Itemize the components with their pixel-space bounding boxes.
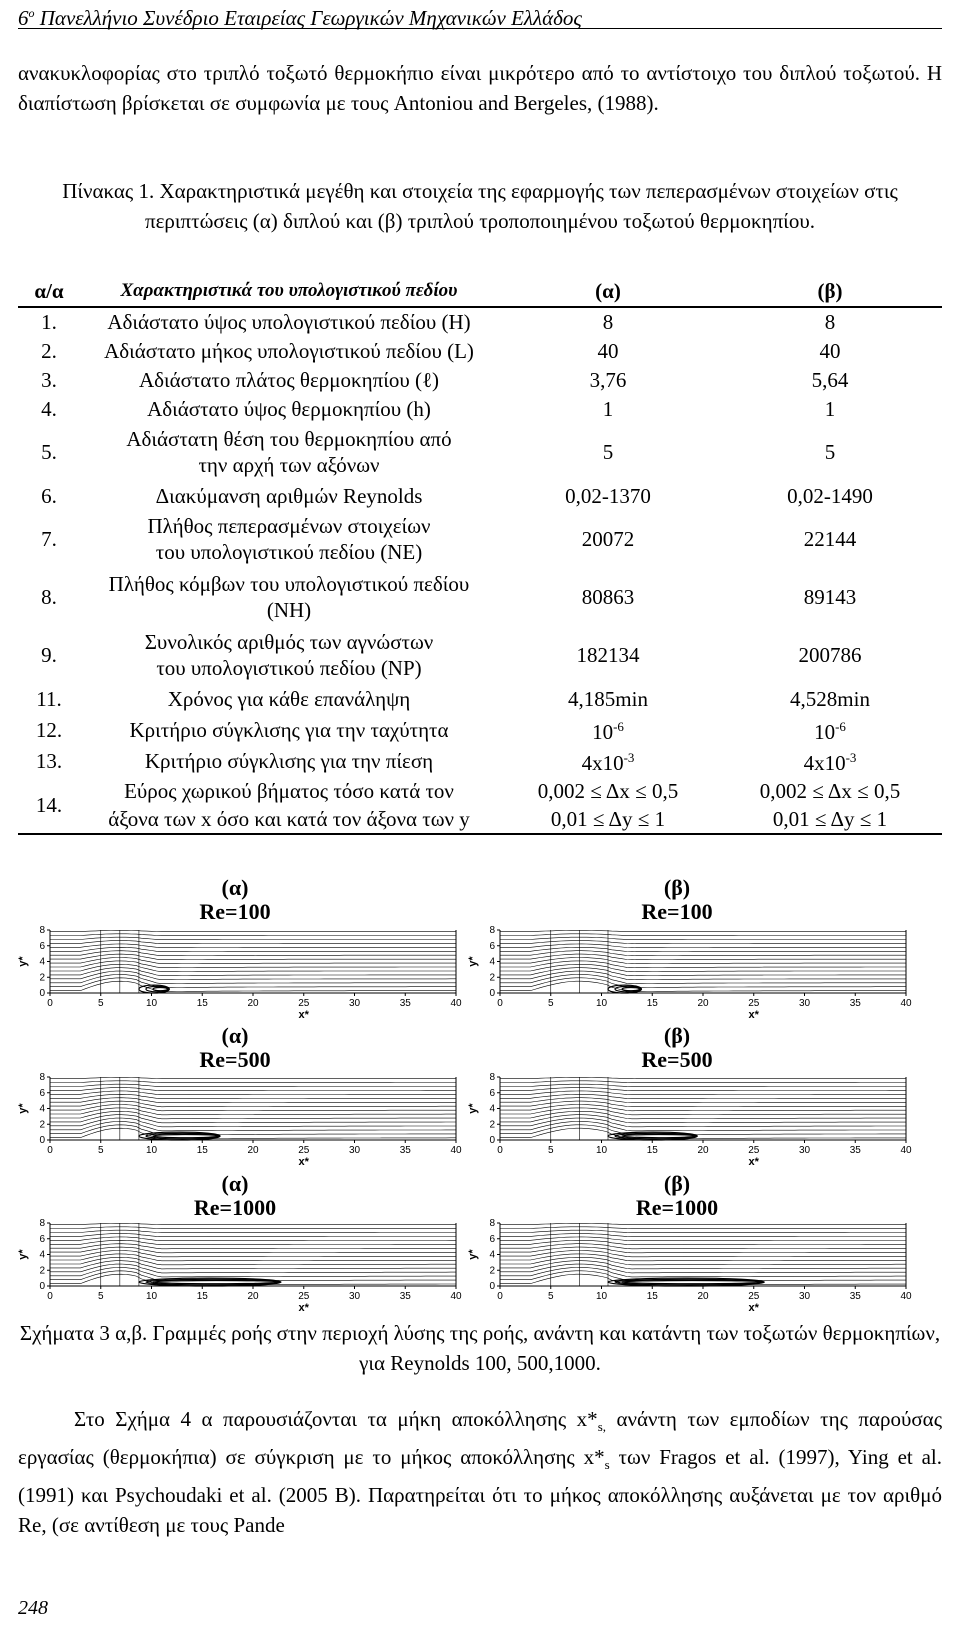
cell-b-base: 4x10 — [803, 751, 846, 775]
cell-a: 40 — [597, 338, 619, 363]
streamline — [50, 934, 456, 936]
x-tick-label: 40 — [450, 1145, 462, 1156]
cell-a — [498, 745, 718, 776]
panel-re: Re=1000 — [635, 1195, 719, 1220]
cell-a-exponent: -6 — [613, 719, 624, 734]
x-tick-label: 0 — [47, 998, 53, 1009]
cell-index: 2. — [41, 338, 57, 363]
paragraph-1: ανακυκλοφορίας στο τριπλό τοξωτό θερμοκήπιο είναι μικρότερο από το αντίστοιχο του διπλού τοξωτού. Η διαπίστωση βρίσκεται σε συμφωνία με τους Antoniou and Bergeles, (1988). — [18, 61, 942, 115]
panel-label: (β) — [663, 875, 691, 900]
recirculation-eddy — [622, 1134, 695, 1137]
cell-index: 14. — [18, 776, 80, 834]
panel-title-b-re100 — [597, 876, 757, 924]
streamline — [50, 1234, 456, 1237]
x-tick-label: 10 — [595, 1145, 608, 1156]
x-tick-label: 15 — [646, 1291, 658, 1302]
cell-b: 8 — [824, 310, 836, 334]
x-tick-label: 15 — [646, 1145, 658, 1156]
y-tick-label: 2 — [489, 1119, 495, 1131]
cell-description: Αδιάστατο μήκος υπολογιστικού πεδίου (L) — [104, 338, 474, 363]
cell-a — [498, 776, 718, 834]
streamline — [50, 958, 456, 964]
cell-index: 6. — [41, 483, 57, 508]
y-axis-label: y* — [17, 956, 29, 967]
panel-title-b-re500 — [597, 1024, 757, 1072]
table-row — [18, 423, 942, 481]
streamline — [500, 941, 906, 944]
cell-a-exponent: -3 — [623, 750, 635, 765]
streamline — [500, 958, 906, 964]
panel-label: (β) — [663, 1023, 691, 1048]
para2-sub2: s — [604, 1457, 610, 1473]
y-tick-label: 2 — [489, 972, 495, 984]
cell-description: Πλήθος κόμβων του υπολογιστικού πεδίου (NH) — [108, 572, 470, 622]
x-tick-label: 35 — [399, 1291, 411, 1302]
streamline — [500, 961, 906, 968]
cell-index: 5. — [41, 440, 57, 464]
streamline — [500, 1084, 906, 1087]
recirculation-eddy — [153, 987, 167, 990]
cell-index: 13. — [35, 748, 63, 773]
cell-b: 1 — [824, 396, 836, 421]
cell-b: 89143 — [803, 585, 857, 609]
x-tick-label: 40 — [450, 998, 462, 1009]
cell-b: 5,64 — [811, 367, 849, 392]
streamline — [500, 1237, 906, 1241]
cell-description: Διακύμανση αριθμών Reynolds — [155, 483, 423, 508]
streamline — [50, 1077, 456, 1078]
streamline — [500, 1094, 906, 1098]
table-row — [18, 510, 942, 568]
x-tick-label: 30 — [348, 1145, 361, 1156]
y-axis-label: y* — [17, 1249, 29, 1260]
y-tick-label: 2 — [39, 1119, 45, 1131]
cell-b-exponent: -3 — [845, 750, 857, 765]
streamline — [500, 968, 906, 976]
x-tick-label: 35 — [849, 1145, 861, 1156]
y-axis-label: y* — [467, 1103, 479, 1114]
y-tick-label: 4 — [39, 1249, 45, 1261]
panel-title-a-re500 — [155, 1024, 315, 1072]
x-tick-label: 5 — [97, 998, 104, 1009]
cell-b-line2: 0,01 ≤ Δy ≤ 1 — [772, 806, 888, 831]
table-row — [18, 394, 942, 423]
streamline — [50, 1091, 456, 1095]
cell-index: 1. — [41, 310, 57, 334]
streamline — [50, 1254, 456, 1261]
cell-description: Αδιάστατο πλάτος θερμοκηπίου (ℓ) — [138, 367, 440, 392]
table-row — [18, 568, 942, 626]
x-tick-label: 25 — [748, 1145, 760, 1156]
y-tick-label: 4 — [489, 956, 495, 968]
streamline — [50, 937, 456, 940]
panel-re: Re=1000 — [193, 1195, 277, 1220]
streamline — [500, 1101, 906, 1107]
x-tick-label: 40 — [450, 1291, 462, 1302]
cell-a: 4,185min — [568, 687, 648, 711]
data-table — [18, 276, 942, 835]
cell-b-exponent: -6 — [835, 719, 846, 734]
panel-title-b-re1000 — [597, 1172, 757, 1220]
x-tick-label: 0 — [497, 1291, 503, 1302]
streamline — [50, 1101, 456, 1107]
x-tick-label: 10 — [145, 1291, 158, 1302]
cell-b-line1: 0,002 ≤ Δx ≤ 0,5 — [759, 778, 901, 803]
panel-title-a-re100 — [155, 876, 315, 924]
table-row — [18, 365, 942, 394]
cell-a: 3,76 — [589, 367, 627, 392]
x-axis-label: x* — [748, 1302, 759, 1314]
page-number: 248 — [18, 1597, 48, 1619]
x-tick-label: 0 — [497, 1145, 503, 1156]
x-tick-label: 20 — [247, 998, 259, 1009]
table-row — [18, 307, 942, 336]
panel-re: Re=500 — [641, 1047, 713, 1072]
para2-part3: των Fragos et al. (1997), Ying et al. (1991) και Psychoudaki et al. (2005 Β). Παρατηρείται ότι το μήκος αποκόλλησης αυξάνεται με τον αριθμό Re, (σε αντίθεση με τους Pande — [18, 1445, 943, 1538]
cell-a: 80863 — [581, 585, 635, 609]
cell-b — [718, 776, 942, 834]
table-row — [18, 684, 942, 714]
streamline — [50, 1084, 456, 1087]
cell-description: Κριτήριο σύγκλισης για την ταχύτητα — [129, 717, 449, 742]
y-tick-label: 2 — [39, 1265, 45, 1277]
y-tick-label: 0 — [39, 988, 45, 999]
y-tick-label: 0 — [39, 1281, 45, 1292]
streamline — [50, 1223, 456, 1224]
x-tick-label: 20 — [247, 1145, 259, 1156]
streamline — [500, 1091, 906, 1095]
cell-description: Χρόνος για κάθε επανάληψη — [167, 687, 411, 711]
cell-b — [718, 714, 942, 745]
cell-b: 40 — [819, 338, 841, 363]
y-tick-label: 2 — [39, 972, 45, 984]
recirculation-eddy — [153, 1134, 218, 1137]
cell-description: Κριτήριο σύγκλισης για την πίεση — [144, 748, 434, 773]
panel-label: (β) — [663, 1171, 691, 1196]
para2-sub1: s, — [597, 1419, 606, 1435]
y-tick-label: 0 — [39, 1135, 45, 1146]
y-tick-label: 8 — [39, 1218, 45, 1229]
panel-label: (α) — [221, 1023, 249, 1048]
x-tick-label: 15 — [196, 1291, 208, 1302]
y-axis-label: y* — [467, 956, 479, 967]
col-header-index: α/α — [18, 276, 80, 307]
streamline — [50, 1088, 456, 1091]
x-axis-label: x* — [748, 1156, 759, 1168]
streamline — [50, 1081, 456, 1083]
streamline — [50, 1227, 456, 1229]
streamline-plot-a-re500 — [16, 1072, 466, 1172]
x-tick-label: 20 — [697, 1291, 709, 1302]
streamline — [500, 964, 906, 971]
y-tick-label: 6 — [489, 1087, 495, 1099]
streamline-plot-b-re100 — [466, 925, 916, 1025]
cell-b — [718, 745, 942, 776]
panel-label: (α) — [221, 875, 249, 900]
table-row — [18, 481, 942, 510]
x-tick-label: 5 — [97, 1291, 104, 1302]
cell-a-line1: 0,002 ≤ Δx ≤ 0,5 — [537, 778, 679, 803]
y-axis-label: y* — [467, 1249, 479, 1260]
streamline — [500, 1088, 906, 1091]
cell-index: 4. — [41, 396, 57, 421]
x-tick-label: 20 — [697, 1145, 709, 1156]
streamline — [50, 1237, 456, 1241]
streamline — [500, 1111, 906, 1119]
cell-b: 4,528min — [790, 687, 870, 711]
y-tick-label: 2 — [489, 1265, 495, 1277]
streamline — [50, 1247, 456, 1253]
y-tick-label: 6 — [39, 940, 45, 952]
table-row — [18, 714, 942, 745]
y-tick-label: 6 — [39, 1087, 45, 1099]
cell-index: 8. — [41, 585, 57, 609]
streamline — [500, 1105, 906, 1111]
streamline — [50, 961, 456, 968]
y-tick-label: 0 — [489, 1135, 495, 1146]
x-tick-label: 5 — [547, 998, 554, 1009]
x-axis-label: x* — [298, 1302, 309, 1314]
cell-description: Πλήθος πεπερασμένων στοιχείων του υπολογιστικού πεδίου (NE) — [147, 514, 431, 564]
x-tick-label: 35 — [399, 998, 411, 1009]
header-sup: ο — [28, 6, 35, 20]
recirculation-eddy — [622, 987, 639, 990]
x-axis-label: x* — [298, 1156, 309, 1168]
y-tick-label: 6 — [489, 940, 495, 952]
streamline — [500, 930, 906, 931]
table-body — [18, 307, 942, 834]
streamline — [500, 1077, 906, 1078]
running-header — [18, 0, 942, 29]
y-tick-label: 4 — [39, 956, 45, 968]
cell-a: 8 — [602, 310, 614, 334]
streamline-plot-b-re1000 — [466, 1218, 916, 1318]
x-tick-label: 0 — [497, 998, 503, 1009]
header-text: Πανελλήνιο Συνέδριο Εταιρείας Γεωργικών Μηχανικών Ελλάδος — [34, 6, 582, 30]
panel-re: Re=500 — [199, 1047, 271, 1072]
x-tick-label: 10 — [145, 1145, 158, 1156]
x-tick-label: 10 — [145, 998, 158, 1009]
col-header-b: (β) — [718, 276, 942, 307]
streamline — [500, 1251, 906, 1257]
panel-title-a-re1000 — [155, 1172, 315, 1220]
x-tick-label: 30 — [798, 1145, 811, 1156]
cell-a: 182134 — [576, 643, 640, 667]
x-tick-label: 15 — [196, 998, 208, 1009]
y-axis-label: y* — [17, 1103, 29, 1114]
table-row — [18, 626, 942, 684]
cell-a: 5 — [602, 440, 614, 464]
cell-description: Συνολικός αριθμός των αγνώστων του υπολογιστικού πεδίου (NP) — [144, 630, 434, 680]
table-row — [18, 745, 942, 776]
cell-a — [498, 714, 718, 745]
y-tick-label: 8 — [39, 1072, 45, 1083]
x-tick-label: 35 — [849, 1291, 861, 1302]
para2-part2: ανάντη των εμποδίων της παρούσας εργασίας (θερμοκήπια) σε σύγκριση με το μήκος αποκόλλησης x* — [18, 1407, 943, 1470]
paragraph-2 — [18, 1404, 942, 1540]
table-row — [18, 776, 942, 834]
cell-index: 12. — [35, 717, 63, 742]
x-tick-label: 0 — [47, 1145, 53, 1156]
x-tick-label: 25 — [298, 998, 310, 1009]
recirculation-eddy — [622, 1280, 762, 1283]
cell-description-line1: Εύρος χωρικού βήματος τόσο κατά τον — [124, 778, 454, 803]
x-tick-label: 10 — [595, 998, 608, 1009]
panel-re: Re=100 — [641, 899, 713, 924]
y-tick-label: 0 — [489, 1281, 495, 1292]
streamline — [500, 947, 906, 951]
cell-description — [80, 776, 498, 834]
col-header-a: (α) — [498, 276, 718, 307]
x-tick-label: 35 — [849, 998, 861, 1009]
cell-b-base: 10 — [814, 720, 836, 744]
x-tick-label: 0 — [47, 1291, 53, 1302]
cell-a-line2: 0,01 ≤ Δy ≤ 1 — [550, 806, 666, 831]
x-tick-label: 30 — [348, 1291, 361, 1302]
x-tick-label: 40 — [900, 1291, 912, 1302]
recirculation-eddy — [153, 1280, 279, 1283]
streamline — [500, 1247, 906, 1253]
streamline — [500, 1230, 906, 1233]
x-tick-label: 30 — [798, 998, 811, 1009]
cell-description: Αδιάστατη θέση του θερμοκηπίου από την αρχή των αξόνων — [126, 427, 452, 477]
x-tick-label: 40 — [900, 998, 912, 1009]
x-tick-label: 15 — [196, 1145, 208, 1156]
streamline — [500, 934, 906, 936]
cell-b: 0,02-1490 — [787, 483, 873, 508]
streamline-plot-a-re1000 — [16, 1218, 466, 1318]
streamline — [500, 1227, 906, 1229]
streamline — [50, 941, 456, 944]
cell-index: 9. — [41, 643, 57, 667]
streamline — [500, 937, 906, 939]
para2-part1: Στο Σχήμα 4 α παρουσιάζονται τα μήκη αποκόλλησης x* — [74, 1407, 598, 1431]
x-tick-label: 25 — [748, 998, 760, 1009]
streamline — [50, 1105, 456, 1111]
streamline — [500, 1223, 906, 1224]
cell-a: 20072 — [581, 527, 635, 551]
y-tick-label: 8 — [39, 925, 45, 936]
y-tick-label: 8 — [489, 1218, 495, 1229]
x-tick-label: 25 — [298, 1145, 310, 1156]
cell-description-line2: άξονα των x όσο και κατά τον άξονα των y — [108, 806, 470, 831]
streamline-plot-b-re500 — [466, 1072, 916, 1172]
x-tick-label: 20 — [697, 998, 709, 1009]
streamline-plot-a-re100 — [16, 925, 466, 1025]
streamline — [50, 944, 456, 948]
streamline — [500, 1081, 906, 1083]
cell-b: 22144 — [803, 527, 857, 551]
y-tick-label: 6 — [489, 1233, 495, 1245]
cell-description: Αδιάστατο ύψος υπολογιστικού πεδίου (H) — [107, 310, 471, 334]
x-tick-label: 35 — [399, 1145, 411, 1156]
x-tick-label: 25 — [298, 1291, 310, 1302]
y-tick-label: 4 — [489, 1103, 495, 1115]
panel-label: (α) — [221, 1171, 249, 1196]
table-caption: Πίνακας 1. Χαρακτηριστικά μεγέθη και στοιχεία της εφαρμογής των πεπερασμένων στοιχείων στις περιπτώσεις (α) διπλού και (β) τριπλού τροποποιημένου τοξωτού θερμοκηπίου. — [62, 179, 898, 233]
y-tick-label: 4 — [39, 1103, 45, 1115]
streamline — [500, 1234, 906, 1237]
x-tick-label: 5 — [547, 1145, 554, 1156]
streamline — [50, 1251, 456, 1257]
x-axis-label: x* — [748, 1009, 759, 1021]
x-axis-label: x* — [298, 1009, 309, 1021]
x-tick-label: 30 — [348, 998, 361, 1009]
y-tick-label: 4 — [489, 1249, 495, 1261]
streamline — [500, 1108, 906, 1115]
cell-b: 5 — [824, 440, 836, 464]
streamline — [50, 1230, 456, 1233]
cell-a: 1 — [602, 396, 614, 421]
figure-caption: Σχήματα 3 α,β. Γραμμές ροής στην περιοχή λύσης της ροής, ανάντη και κατάντη των τοξωτών θερμοκηπίων, για Reynolds 100, 500,1000. — [19, 1321, 941, 1375]
col-header-description: Χαρακτηριστικά του υπολογιστικού πεδίου — [80, 276, 498, 307]
y-tick-label: 8 — [489, 925, 495, 936]
x-tick-label: 20 — [247, 1291, 259, 1302]
x-tick-label: 15 — [646, 998, 658, 1009]
cell-index: 7. — [41, 527, 57, 551]
x-tick-label: 25 — [748, 1291, 760, 1302]
x-tick-label: 10 — [595, 1291, 608, 1302]
streamline — [50, 1108, 456, 1115]
x-tick-label: 5 — [547, 1291, 554, 1302]
y-tick-label: 0 — [489, 988, 495, 999]
streamline — [500, 1257, 906, 1265]
cell-a-base: 10 — [592, 720, 614, 744]
panel-re: Re=100 — [199, 899, 271, 924]
cell-a-base: 4x10 — [581, 751, 624, 775]
streamline — [50, 930, 456, 931]
x-tick-label: 5 — [97, 1145, 104, 1156]
y-tick-label: 6 — [39, 1233, 45, 1245]
streamline — [500, 944, 906, 948]
streamline — [500, 1254, 906, 1261]
cell-index: 3. — [41, 367, 57, 392]
x-tick-label: 40 — [900, 1145, 912, 1156]
y-tick-label: 8 — [489, 1072, 495, 1083]
cell-b: 200786 — [798, 643, 862, 667]
x-tick-label: 30 — [798, 1291, 811, 1302]
table-row — [18, 336, 942, 365]
header-number: 6 — [18, 6, 29, 30]
cell-index: 11. — [36, 687, 62, 711]
table-header-row — [18, 276, 942, 307]
streamline — [500, 1240, 906, 1244]
cell-a: 0,02-1370 — [565, 483, 651, 508]
cell-description: Αδιάστατο ύψος θερμοκηπίου (h) — [147, 396, 431, 421]
